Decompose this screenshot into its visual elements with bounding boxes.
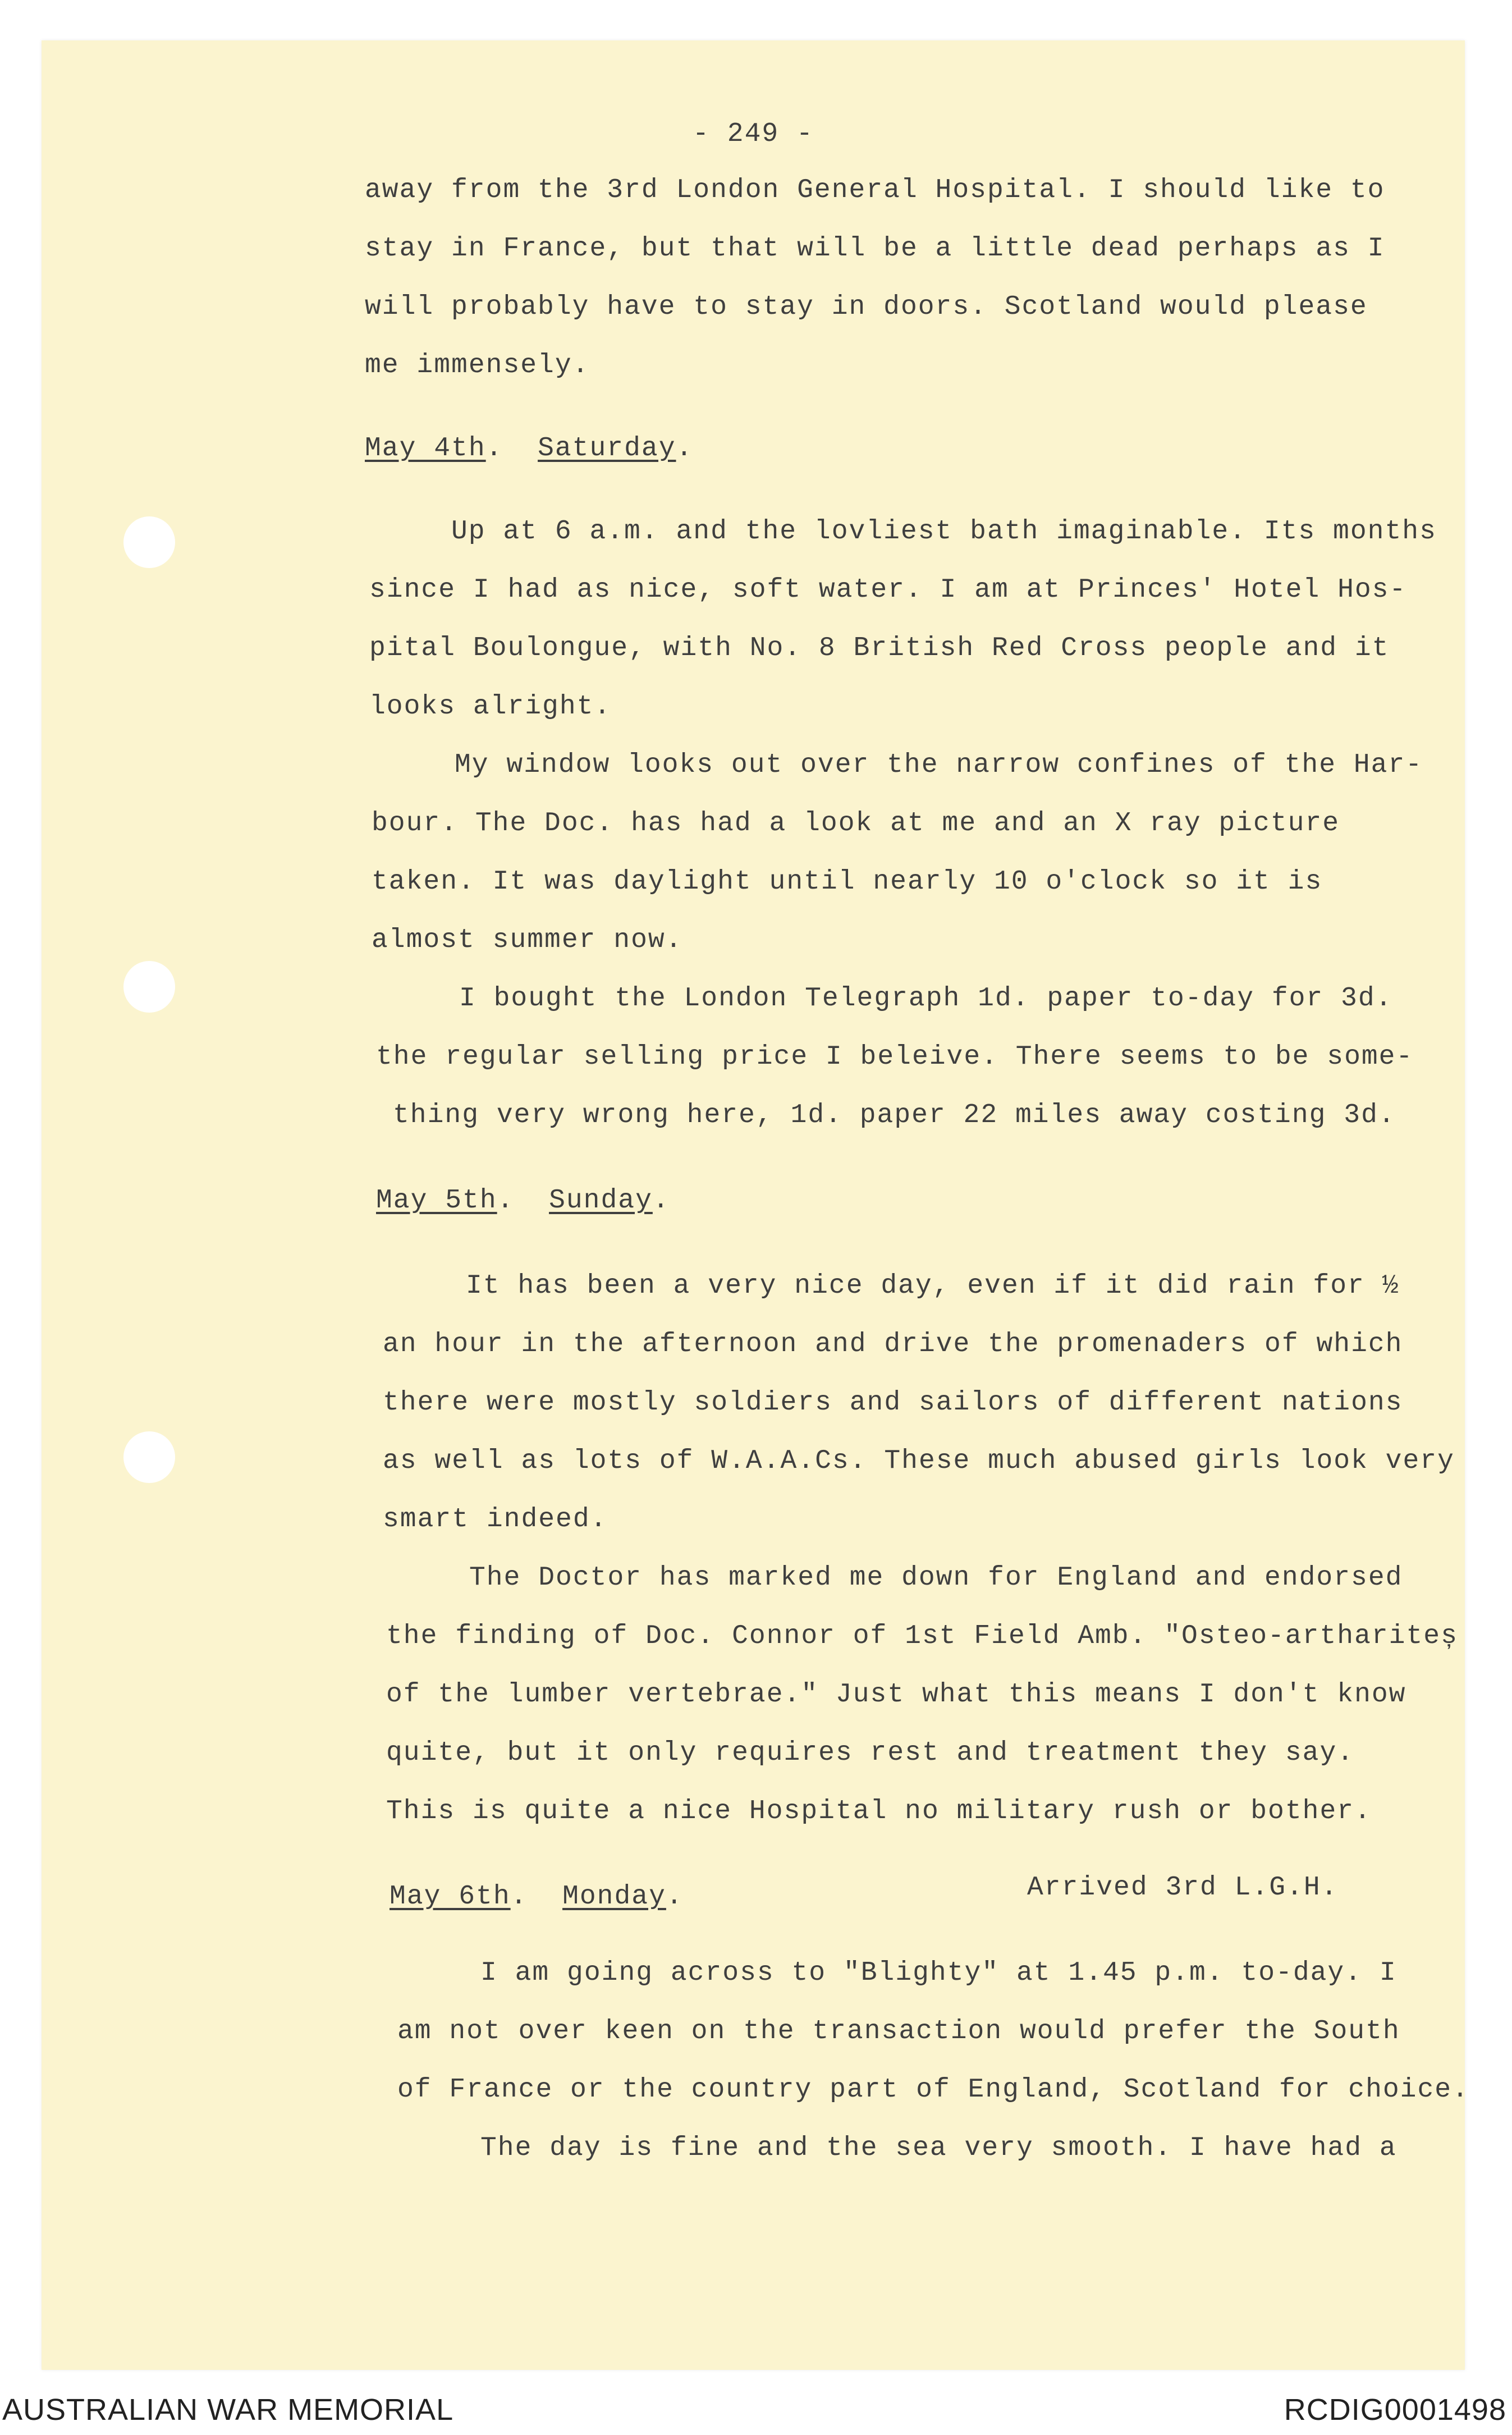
text-line: almost summer now.	[372, 925, 683, 955]
text-line: The day is fine and the sea very smooth. I have had a	[480, 2133, 1397, 2163]
text-line: I bought the London Telegraph 1d. paper to-day for 3d.	[459, 983, 1393, 1014]
text-line: the finding of Doc. Connor of 1st Field Amb. "Osteo-arthariteș	[386, 1621, 1458, 1651]
entry-day: Monday	[562, 1882, 666, 1912]
entry-date: May 6th	[390, 1882, 511, 1912]
text-line: This is quite a nice Hospital no military rush or bother.	[386, 1796, 1372, 1827]
text-line: of the lumber vertebrae." Just what this means I don't know	[386, 1679, 1406, 1710]
entry-heading-may-6: May 6th. Monday.	[390, 1882, 684, 1912]
entry-day: Sunday	[549, 1186, 653, 1216]
text-line: am not over keen on the transaction would prefer the South	[397, 2016, 1400, 2047]
diary-page	[42, 40, 1469, 2370]
text-line: I am going across to "Blighty" at 1.45 p.m. to-day. I	[480, 1958, 1397, 1988]
entry-date: May 5th	[376, 1186, 497, 1216]
text-line: pital Boulongue, with No. 8 British Red Cross people and it	[369, 633, 1390, 663]
text-line: taken. It was daylight until nearly 10 o'clock so it is	[372, 867, 1323, 897]
entry-date: May 4th	[365, 433, 486, 464]
text-line: The Doctor has marked me down for England and endorsed	[469, 1563, 1403, 1593]
text-line: as well as lots of W.A.A.Cs. These much abused girls look very	[383, 1446, 1455, 1476]
text-line: stay in France, but that will be a little dead perhaps as I	[365, 234, 1385, 264]
text-line: thing very wrong here, 1d. paper 22 miles away costing 3d.	[393, 1100, 1396, 1130]
text-line: My window looks out over the narrow confines of the Har-	[455, 750, 1423, 780]
punch-hole	[123, 1431, 175, 1483]
footer-archive-name: AUSTRALIAN WAR MEMORIAL	[2, 2393, 454, 2427]
entry-day: Saturday	[538, 433, 676, 464]
text-line: looks alright.	[369, 692, 612, 722]
text-line: me immensely.	[365, 350, 590, 381]
text-line: quite, but it only requires rest and treatment they say.	[386, 1738, 1355, 1768]
text-line: It has been a very nice day, even if it did rain for ½	[466, 1271, 1400, 1301]
entry-heading-may-5: May 5th. Sunday.	[376, 1186, 670, 1216]
text-line: there were mostly soldiers and sailors of different nations	[383, 1388, 1403, 1418]
text-line: of France or the country part of England, Scotland for choice.	[397, 2075, 1469, 2105]
text-line: bour. The Doc. has had a look at me and an X ray picture	[372, 808, 1340, 839]
text-line: since I had as nice, soft water. I am at Princes' Hotel Hos-	[369, 575, 1407, 605]
text-line: an hour in the afternoon and drive the promenaders of which	[383, 1329, 1403, 1360]
text-line: Up at 6 a.m. and the lovliest bath imaginable. Its months	[451, 516, 1437, 547]
footer-record-id: RCDIG0001498	[1284, 2393, 1506, 2427]
punch-hole	[123, 961, 175, 1013]
punch-hole	[123, 516, 175, 568]
entry-note: Arrived 3rd L.G.H.	[1027, 1873, 1339, 1903]
text-line: will probably have to stay in doors. Scotland would please	[365, 292, 1368, 322]
text-line: smart indeed.	[383, 1504, 608, 1535]
entry-heading-may-4: May 4th. Saturday.	[365, 433, 694, 464]
page-number: - 249 -	[693, 119, 814, 149]
text-line: away from the 3rd London General Hospital. I should like to	[365, 175, 1385, 205]
text-line: the regular selling price I beleive. There seems to be some-	[376, 1042, 1414, 1072]
